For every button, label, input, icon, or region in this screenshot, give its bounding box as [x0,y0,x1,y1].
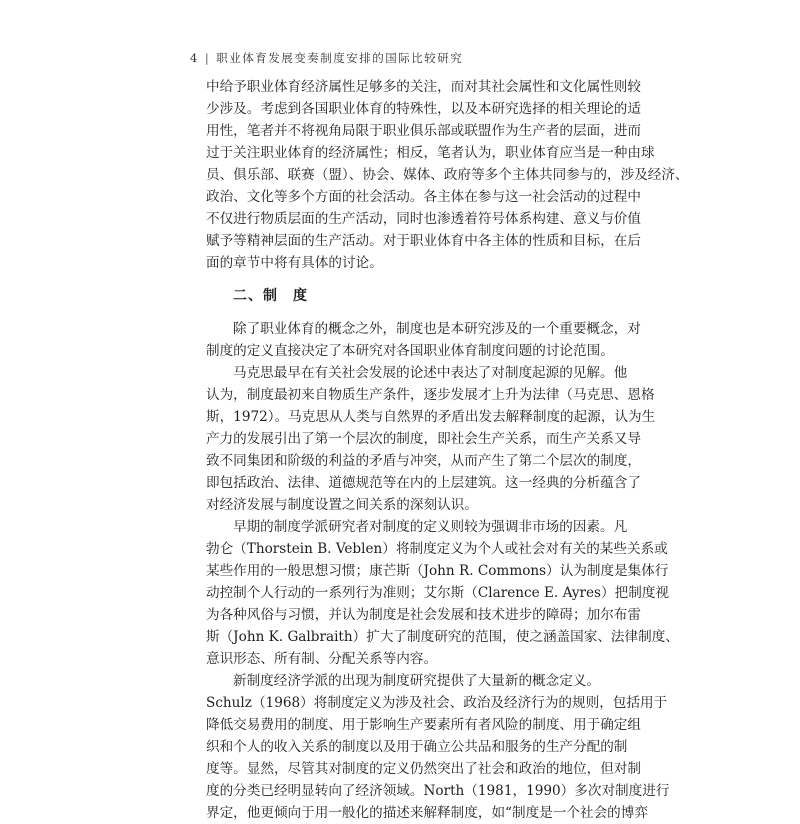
section-heading: 二、制 度 [233,288,308,304]
text-line: 度等。显然，尽管其对制度的定义仍然突出了社会和政治的地位，但对制 [206,761,641,777]
text-line: 面的章节中将有具体的讨论。 [206,255,383,271]
text-line: 斯（John K. Galbraith）扩大了制度研究的范围，使之涵盖国家、法律制度、 [206,629,679,645]
page-number: 4 [190,51,199,65]
book-title: 职业体育发展变奏制度安排的国际比较研究 [216,51,464,65]
text-line: 少涉及。考虑到各国职业体育的特殊性，以及本研究选择的相关理论的适 [206,101,641,117]
text-line: 员、俱乐部、联赛（盟）、协会、媒体、政府等多个主体共同参与的，涉及经济、 [206,167,689,183]
body-text [206,76,689,824]
text-line: 产力的发展引出了第一个层次的制度，即社会生产关系，而生产关系又导 [206,431,641,447]
text-line: 斯，1972）。马克思从人类与自然界的矛盾出发去解释制度的起源，认为生 [206,409,656,425]
text-line: 认为，制度最初来自物质生产条件，逐步发展才上升为法律（马克思、恩格 [206,387,655,403]
text-line: 为各种风俗与习惯，并认为制度是社会发展和技术进步的障碍；加尔布雷 [206,607,641,623]
paragraph [206,318,641,362]
text-line: Schulz（1968）将制度定义为涉及社会、政治及经济行为的规则，包括用于 [206,695,668,711]
text-line: 不仅进行物质层面的生产活动，同时也渗透着符号体系构建、意义与价值 [206,211,641,227]
header-separator: | [204,51,211,65]
text-line: 赋予等精神层面的生产活动。对于职业体育中各主体的性质和目标，在后 [206,233,641,249]
text-line: 用性，笔者并不将视角局限于职业俱乐部或联盟作为生产者的层面，进而 [206,123,641,139]
text-line: 度的分类已经明显转向了经济领域。North（1981，1990）多次对制度进行 [206,783,670,799]
text-line: 除了职业体育的概念之外，制度也是本研究涉及的一个重要概念，对 [233,321,641,337]
text-line: 政治、文化等多个方面的社会活动。各主体在参与这一社会活动的过程中 [206,189,641,205]
paragraph [206,670,670,824]
paragraph [206,76,689,274]
text-line: 织和个人的收入关系的制度以及用于确立公共品和服务的生产分配的制 [206,739,628,755]
text-line: 马克思最早在有关社会发展的论述中表达了对制度起源的见解。他 [233,365,628,381]
paragraph [206,516,679,670]
text-line: 动控制个人行动的一系列行为准则；艾尔斯（Clarence E. Ayres）把制度视 [206,585,670,601]
text-line: 界定，他更倾向于用一般化的描述来解释制度，如“制度是一个社会的博弈 [206,805,648,821]
text-line: 勃仑（Thorstein B. Veblen）将制度定义为个人或社会对有关的某些关系或 [206,541,668,557]
text-line: 新制度经济学派的出现为制度研究提供了大量新的概念定义。 [233,673,601,689]
text-line: 某些作用的一般思想习惯；康芒斯（John R. Commons）认为制度是集体行 [206,563,669,579]
text-line: 即包括政治、法律、道德规范等在内的上层建筑。这一经典的分析蕴含了 [206,475,641,491]
text-line: 早期的制度学派研究者对制度的定义则较为强调非市场的因素。凡 [233,519,628,535]
running-header [190,50,463,66]
text-line: 制度的定义直接决定了本研究对各国职业体育制度问题的讨论范围。 [206,343,614,359]
text-line: 对经济发展与制度设置之间关系的深刻认识。 [206,497,478,513]
text-line: 意识形态、所有制、分配关系等内容。 [206,651,438,667]
paragraph [206,362,656,516]
text-line: 致不同集团和阶级的利益的矛盾与冲突，从而产生了第二个层次的制度， [206,453,641,469]
text-line: 降低交易费用的制度、用于影响生产要素所有者风险的制度、用于确定组 [206,717,641,733]
text-line: 中给予职业体育经济属性足够多的关注，而对其社会属性和文化属性则较 [206,79,641,95]
text-line: 过于关注职业体育的经济属性；相反，笔者认为，职业体育应当是一种由球 [206,145,655,161]
